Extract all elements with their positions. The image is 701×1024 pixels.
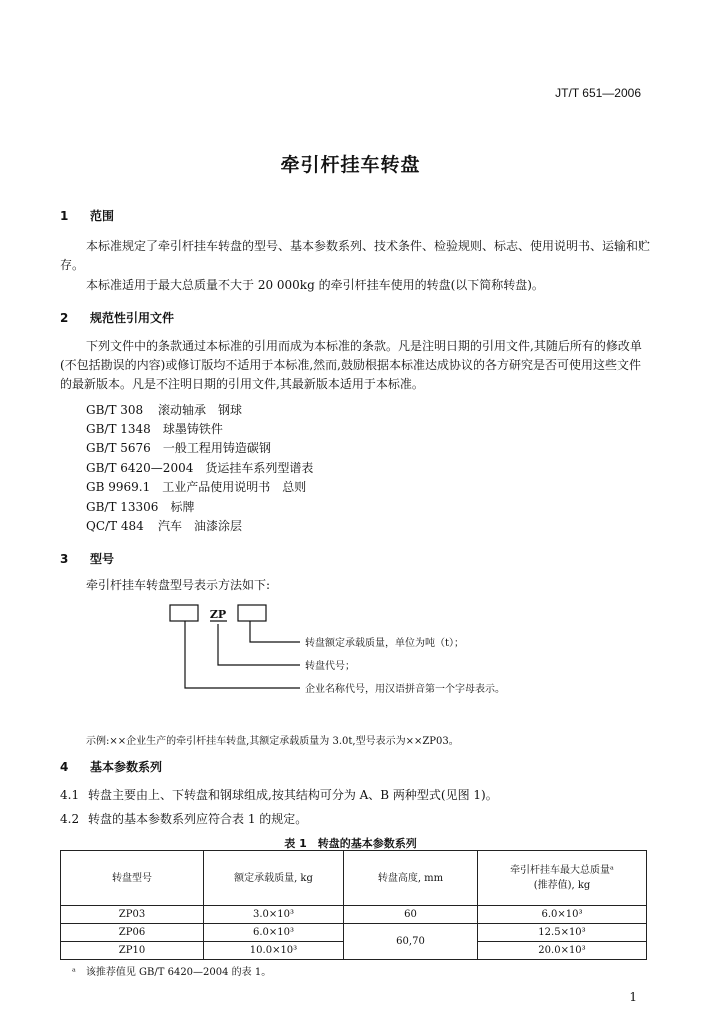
document-title: 牵引杆挂车转盘 xyxy=(280,154,421,176)
reference-name: 汽车 油漆涂层 xyxy=(158,519,243,533)
section-1-paragraph-1: 本标准规定了牵引杆挂车转盘的型号、基本参数系列、技术条件、检验规则、标志、使用说明书、运输和贮存。 xyxy=(60,239,651,272)
section-title: 型号 xyxy=(90,552,115,566)
table-row xyxy=(61,906,647,924)
cell-height: 60,70 xyxy=(344,924,478,960)
model-example: 示例:××企业生产的牵引杆挂车转盘,其额定承载质量为 3.0t,型号表示为××ZP03。 xyxy=(86,736,459,747)
cell-height: 60 xyxy=(344,906,478,924)
table-row xyxy=(61,924,647,942)
reference-name: 滚动轴承 钢球 xyxy=(158,403,243,417)
section-1-heading xyxy=(60,207,114,224)
cell-model: ZP06 xyxy=(61,924,204,942)
section-3-heading xyxy=(60,550,114,567)
section-number: 2 xyxy=(60,311,69,325)
cell-model: ZP03 xyxy=(61,906,204,924)
section-title: 规范性引用文件 xyxy=(90,311,175,325)
clause-text: 转盘主要由上、下转盘和钢球组成,按其结构可分为 A、B 两种型式(见图 1)。 xyxy=(88,788,498,802)
leader-line-3 xyxy=(185,621,300,688)
reference-name: 球墨铸铁件 xyxy=(162,422,223,436)
zp-code: ZP xyxy=(209,608,227,621)
reference-code: GB/T 308 xyxy=(86,403,144,417)
table-footnote: ᵃ 该推荐值见 GB/T 6420—2004 的表 1。 xyxy=(72,967,272,978)
section-number: 1 xyxy=(60,209,69,223)
leader-line-2 xyxy=(218,624,300,665)
reference-item xyxy=(86,401,242,418)
section-title: 范围 xyxy=(90,209,115,223)
model-designation-diagram xyxy=(165,602,555,702)
section-number: 3 xyxy=(60,552,69,566)
header-rated-load: 额定承载质量, kg xyxy=(204,851,344,906)
header-model: 转盘型号 xyxy=(61,851,204,906)
clause-4-2 xyxy=(60,810,307,829)
clause-number: 4.1 xyxy=(60,788,80,802)
reference-code: GB/T 13306 xyxy=(86,500,159,514)
section-4-heading xyxy=(60,758,162,775)
reference-code: GB/T 1348 xyxy=(86,422,151,436)
reference-item xyxy=(86,459,313,476)
reference-item xyxy=(86,517,242,534)
reference-code: GB/T 6420—2004 xyxy=(86,461,194,475)
reference-item xyxy=(86,439,271,456)
section-2-heading xyxy=(60,309,174,326)
label-load-rating: 转盘额定承载质量，单位为吨（t）； xyxy=(305,638,465,649)
cell-max-mass: 12.5×10³ xyxy=(478,924,647,942)
leader-line-1 xyxy=(250,621,300,642)
header-max-mass-line2: (推荐值), kg xyxy=(533,880,591,891)
label-enterprise-code: 企业名称代号，用汉语拼音第一个字母表示。 xyxy=(305,684,505,695)
reference-code: QC/T 484 xyxy=(86,519,144,533)
reference-name: 一般工程用铸造碳钢 xyxy=(162,441,271,455)
cell-load: 6.0×10³ xyxy=(204,924,344,942)
reference-item xyxy=(86,420,223,437)
standard-code: JT/T 651—2006 xyxy=(555,86,641,100)
section-title: 基本参数系列 xyxy=(90,760,163,774)
table-1-caption: 表 1 转盘的基本参数系列 xyxy=(284,837,417,850)
reference-name: 标牌 xyxy=(170,500,195,514)
clause-text: 转盘的基本参数系列应符合表 1 的规定。 xyxy=(88,812,308,826)
cell-load: 3.0×10³ xyxy=(204,906,344,924)
clause-4-1 xyxy=(60,786,498,805)
cell-model: ZP10 xyxy=(61,942,204,960)
table-1-basic-parameters xyxy=(60,850,647,960)
section-1-paragraph-2: 本标准适用于最大总质量不大于 20 000kg 的牵引杆挂车使用的转盘(以下简称转盘)。 xyxy=(86,278,544,292)
header-max-mass xyxy=(478,851,647,906)
reference-name: 工业产品使用说明书 总则 xyxy=(162,480,307,494)
cell-max-mass: 6.0×10³ xyxy=(478,906,647,924)
cell-load: 10.0×10³ xyxy=(204,942,344,960)
section-2-paragraph: 下列文件中的条款通过本标准的引用而成为本标准的条款。凡是注明日期的引用文件,其随后所有的修改单(不包括勘误的内容)或修订版均不适用于本标准,然而,鼓励根据本标准达成协议的各方研究是否可使用这些文件的最新版本。凡是不注明日期的引用文件,其最新版本适用于本标准。 xyxy=(60,339,642,391)
header-height: 转盘高度, mm xyxy=(344,851,478,906)
reference-code: GB 9969.1 xyxy=(86,480,151,494)
reference-name: 货运挂车系列型谱表 xyxy=(205,461,314,475)
clause-number: 4.2 xyxy=(60,812,80,826)
table-header-row xyxy=(61,851,647,906)
section-3-intro: 牵引杆挂车转盘型号表示方法如下: xyxy=(86,578,271,592)
section-number: 4 xyxy=(60,760,69,774)
label-turntable-code: 转盘代号； xyxy=(305,661,355,672)
header-max-mass-line1: 牵引杆挂车最大总质量ᵃ xyxy=(510,865,614,876)
page-number: 1 xyxy=(629,990,637,1004)
load-rating-box xyxy=(238,605,266,621)
reference-item xyxy=(86,478,306,495)
cell-max-mass: 20.0×10³ xyxy=(478,942,647,960)
enterprise-code-box xyxy=(170,605,198,621)
reference-item xyxy=(86,498,194,515)
reference-code: GB/T 5676 xyxy=(86,441,151,455)
